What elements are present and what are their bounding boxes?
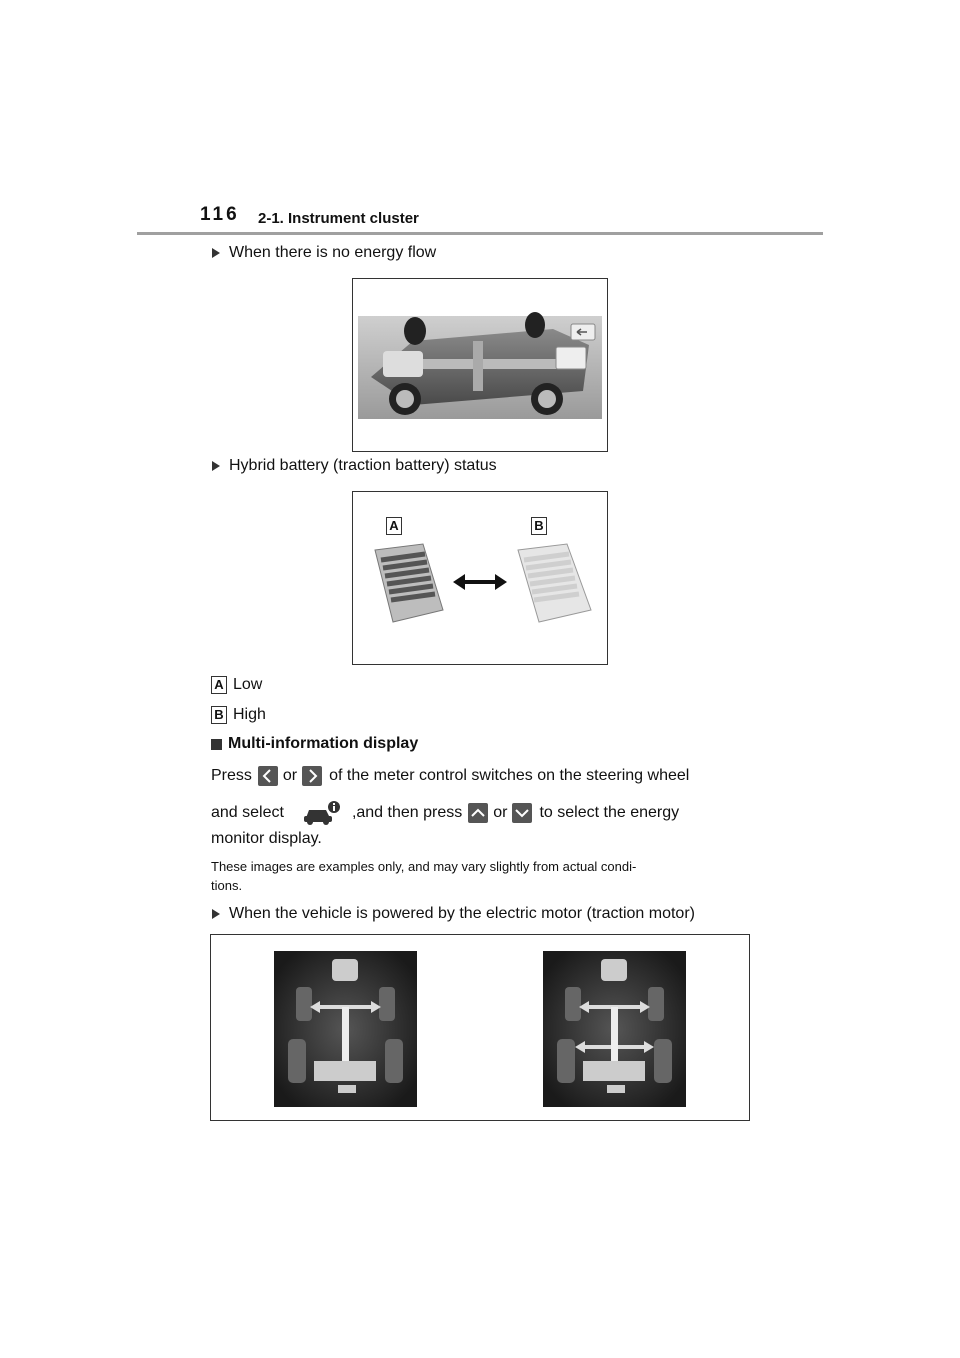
text-line1-rest: of the meter control switches on the steering wheel <box>329 767 690 784</box>
header-rule <box>137 232 823 235</box>
double-arrow-icon <box>453 574 507 590</box>
note-line-1: These images are examples only, and may vary slightly from actual condi- <box>211 859 637 874</box>
triangle-bullet-icon <box>212 909 220 919</box>
text-or: or <box>282 767 298 784</box>
energy-monitor-display-1 <box>274 951 417 1107</box>
square-bullet-icon <box>211 739 222 750</box>
battery-low-icon <box>375 544 443 622</box>
legend-label-b: B <box>211 706 227 724</box>
note <box>211 857 636 895</box>
legend-high <box>211 706 266 724</box>
text-then-press: ,and then press <box>351 804 463 821</box>
section-title: 2-1. Instrument cluster <box>258 210 419 227</box>
legend-low <box>211 676 262 694</box>
figure-label-b: B <box>531 517 547 535</box>
subheading-text: Multi-information display <box>228 735 419 752</box>
triangle-bullet-icon <box>212 248 220 258</box>
text-and-select: and select <box>211 804 284 821</box>
text-line2-rest: to select the energy <box>539 804 680 821</box>
legend-low-text: Low <box>233 676 263 693</box>
chassis-illustration <box>353 279 607 451</box>
instruction-line-1 <box>211 766 689 786</box>
battery-illustration <box>353 492 607 664</box>
triangle-bullet-icon <box>212 461 220 471</box>
bullet-no-energy-flow <box>212 244 436 262</box>
legend-high-text: High <box>233 706 266 723</box>
bullet-text: Hybrid battery (traction battery) status <box>229 457 497 474</box>
vehicle-info-icon <box>300 800 344 826</box>
text-press: Press <box>211 767 252 784</box>
chevron-left-icon <box>258 766 278 786</box>
chevron-up-icon <box>468 803 488 823</box>
chevron-down-icon <box>512 803 532 823</box>
chevron-right-icon <box>302 766 322 786</box>
instruction-line-3: monitor display. <box>211 830 322 847</box>
energy-monitor-display-2 <box>543 951 686 1107</box>
subheading-multi-info <box>211 735 418 753</box>
figure-battery-status <box>352 491 608 665</box>
figure-no-energy-flow <box>352 278 608 452</box>
text-or: or <box>493 804 508 821</box>
figure-electric-motor <box>210 934 750 1121</box>
note-line-2: tions. <box>211 878 243 893</box>
page-number: 116 <box>200 204 240 225</box>
bullet-text: When there is no energy flow <box>229 244 437 261</box>
bullet-battery-status <box>212 457 497 475</box>
battery-high-icon <box>518 544 591 622</box>
figure-label-a: A <box>386 517 402 535</box>
bullet-text: When the vehicle is powered by the electric motor (traction motor) <box>229 905 695 922</box>
bullet-electric-motor <box>212 905 695 923</box>
instruction-line-2 <box>211 800 679 826</box>
legend-label-a: A <box>211 676 227 694</box>
